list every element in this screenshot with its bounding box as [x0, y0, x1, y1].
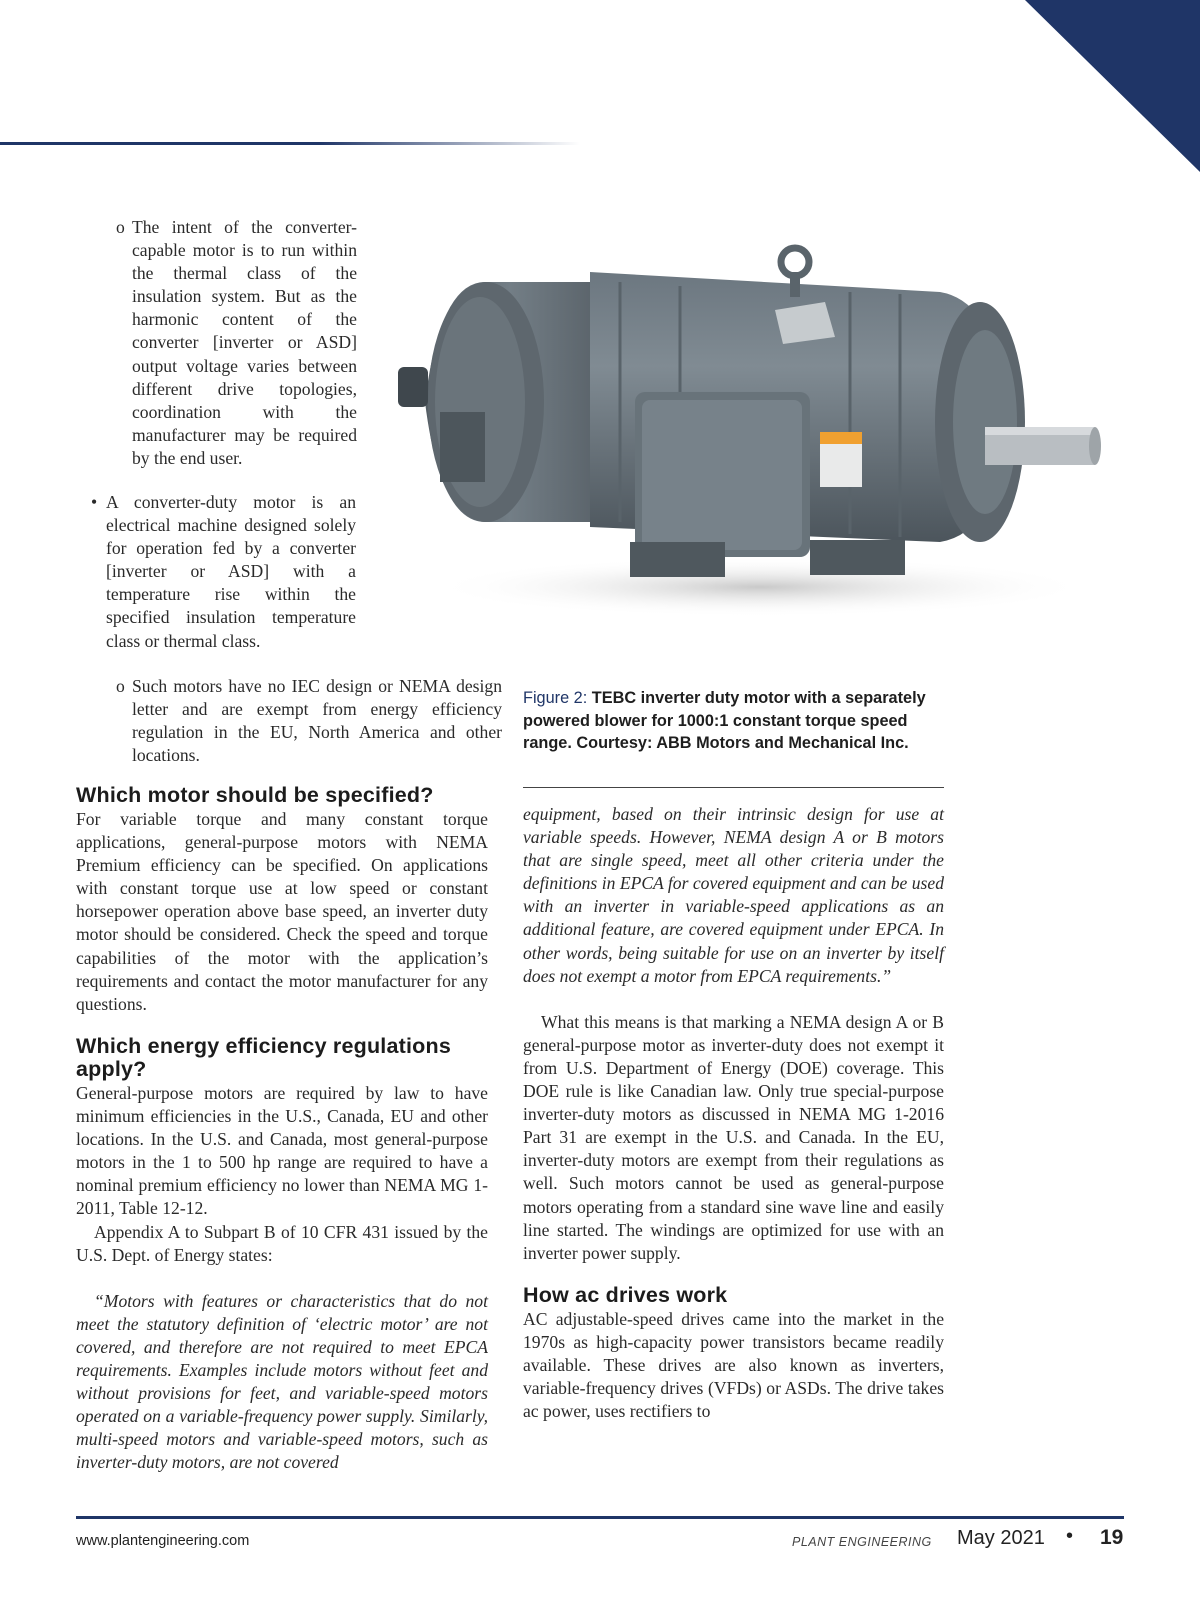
section-paragraph: General-purpose motors are required by law to have minimum efficiencies in the U.S., Canada, EU and other locations. In the U.S. and Canada, most general-purpose motors in the 1 to 500 hp range are required to have a nominal premium efficiency no lower than NEMA MG 1-2011, Table 12-12. [76, 1083, 488, 1219]
section-which-motor [76, 784, 488, 1016]
header-rule [0, 142, 580, 145]
list-sub-item-thermal-class [116, 216, 357, 470]
section-heading: How ac drives work [523, 1282, 728, 1307]
footer-page-number: 19 [1100, 1526, 1124, 1549]
sub-item-text: Such motors have no IEC design or NEMA design letter and are exempt from energy efficiency regulation in the EU, North America and other locations. [132, 676, 502, 766]
bullet-text: A converter-duty motor is an electrical machine designed solely for operation fed by a converter [inverter or ASD] with a temperature rise within the specified insulation temperature class or thermal class. [106, 492, 356, 651]
list-bullet-item-converter-duty [90, 491, 356, 653]
inverter-duty-motor-photo [380, 222, 1130, 642]
figure-caption-text: TEBC inverter duty motor with a separately powered blower for 1000:1 constant torque speed range. Courtesy: ABB Motors and Mechanical Inc. [523, 689, 926, 752]
section-heading: Which energy efficiency regulations apply? [76, 1034, 451, 1081]
section-how-ac-drives-work [523, 1284, 944, 1423]
sub-item-text: The intent of the converter-capable motor is to run within the thermal class of the insulation system. But as the harmonic content of the converter [inverter or ASD] output voltage varies between different drive topologies, coordination with the manufacturer may be required by the end user. [132, 217, 357, 468]
section-paragraph: AC adjustable-speed drives came into the market in the 1970s as high-capacity power transistors became readily available. These drives are also known as inverters, variable-frequency drives (VFDs) or ASDs. The drive takes ac power, uses rectifiers to [523, 1308, 944, 1422]
sub-item-marker: o [116, 217, 125, 237]
bullet-marker: • [91, 492, 98, 512]
caption-rule [523, 787, 944, 788]
section-paragraph: For variable torque and many constant torque applications, general-purpose motors with NEMA Premium efficiency can be specified. On applications with constant torque use at low speed or constant horsepower operation above base speed, an inverter duty motor should be considered. Check the speed and torque capabilities of the motor with the application’s requirements and contact the motor manufacturer for any questions. [76, 809, 488, 1014]
body-paragraph: What this means is that marking a NEMA design A or B general-purpose motor as inverter-duty does not exempt it from U.S. Department of Energy (DOE) coverage. This DOE rule is like Canadian law. Only true special-purpose inverter-duty motors as discussed in NEMA MG 1-2016 Part 31 are exempt in the U.S. and Canada. In the EU, inverter-duty motors are exempt from their regulations as well. Such motors cannot be used as general-purpose motors operating from a standard sine wave line and easily line started. The windings are optimized for use with an inverter power supply. [523, 1011, 944, 1263]
footer-rule [76, 1516, 1124, 1519]
section-paragraph: Appendix A to Subpart B of 10 CFR 431 issued by the U.S. Dept. of Energy states: [76, 1221, 488, 1265]
right-column [523, 803, 944, 1423]
footer-separator: • [1066, 1525, 1074, 1547]
regulation-quote: “Motors with features or characteristics that do not meet the statutory definition of ‘electric motor’ are not covered, and therefore are not required to meet EPCA requirements. Examples include motors without feet and without provisions for feet, and variable-speed motors operated on a variable-frequency power supply. Similarly, multi-speed motors and variable-speed motors, such as inverter-duty motors, are not covered [76, 1290, 488, 1473]
footer-publication-name: PLANT ENGINEERING [792, 1535, 932, 1549]
list-sub-item-exempt [116, 675, 502, 767]
figure-caption [523, 687, 943, 755]
section-efficiency-regulations [76, 1035, 488, 1475]
footer-issue-date: May 2021 [957, 1527, 1045, 1549]
corner-triangle-decoration [1025, 0, 1200, 172]
section-heading: Which motor should be specified? [76, 783, 434, 807]
sub-item-marker: o [116, 676, 125, 696]
regulation-quote-continued: equipment, based on their intrinsic design for use at variable speeds. However, NEMA design A or B motors that are single speed, meet all other criteria under the definitions in EPCA for covered equipment and can be used with an inverter in variable-speed applications as an additional feature, are covered equipment under EPCA. In other words, being suitable for use on an inverter by itself does not exempt a motor from EPCA requirements.” [523, 804, 944, 986]
figure-label: Figure 2: [523, 689, 588, 707]
footer-website-url[interactable]: www.plantengineering.com [76, 1533, 250, 1549]
